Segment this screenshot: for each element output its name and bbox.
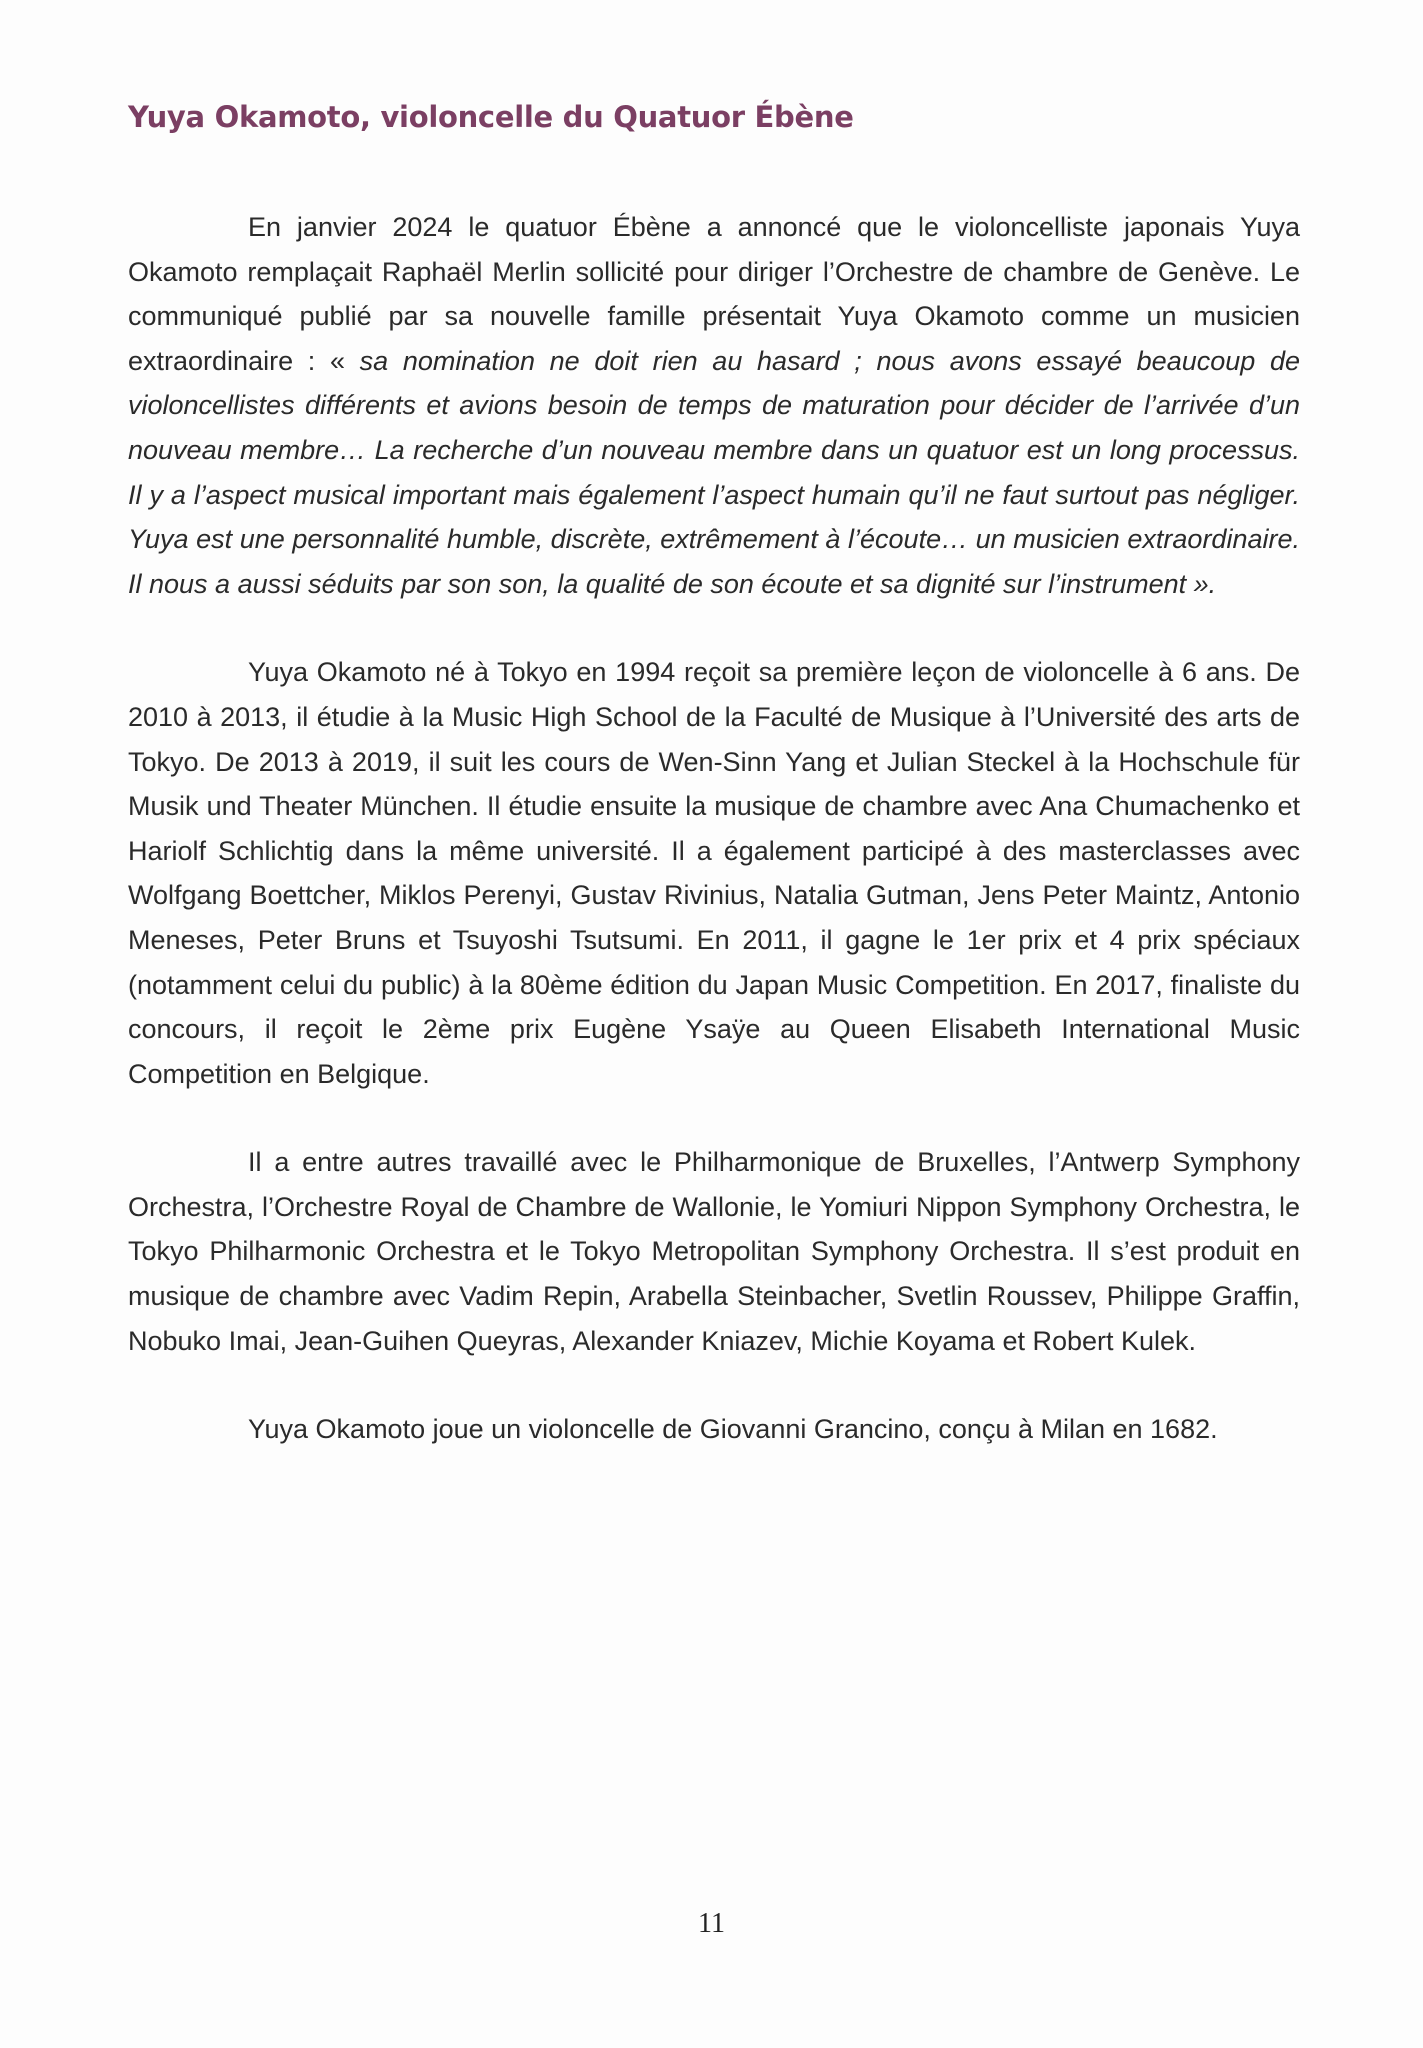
- paragraph-announcement: [128, 205, 1300, 606]
- article-body: [128, 205, 1300, 1496]
- page-number: 11: [698, 1908, 725, 1939]
- paragraph-biography: Yuya Okamoto né à Tokyo en 1994 reçoit sa première leçon de violoncelle à 6 ans. De 2010 à 2013, il étudie à la Music High School de la Faculté de Musique à l’Université des arts de Tokyo. De 2013 à 2019, il suit les cours de Wen-Sinn Yang et Julian Steckel à la Hochschule für Musik und Theater München. Il étudie ensuite la musique de chambre avec Ana Chumachenko et Hariolf Schlichtig dans la même université. Il a également participé à des masterclasses avec Wolfgang Boettcher, Miklos Perenyi, Gustav Rivinius, Natalia Gutman, Jens Peter Maintz, Antonio Meneses, Peter Bruns et Tsuyoshi Tsutsumi. En 2011, il gagne le 1er prix et 4 prix spéciaux (notamment celui du public) à la 80ème édition du Japan Music Competition. En 2017, finaliste du concours, il reçoit le 2ème prix Eugène Ysaÿe au Queen Elisabeth International Music Competition en Belgique.: [128, 657, 1300, 1089]
- paragraph-instrument: Yuya Okamoto joue un violoncelle de Giovanni Grancino, conçu à Milan en 1682.: [248, 1414, 1218, 1445]
- announcement-intro: En janvier 2024 le quatuor Ébène a annoncé que le violoncelliste japonais Yuya Okamoto remplaçait Raphaël Merlin sollicité pour diriger l’Orchestre de chambre de Genève. Le communiqué publié par sa nouvelle famille présentait Yuya Okamoto comme un musicien extraordinaire : «: [128, 212, 1300, 376]
- quartet-quote: sa nomination ne doit rien au hasard ; nous avons essayé beaucoup de violoncellistes différents et avions besoin de temps de maturation pour décider de l’arrivée d’un nouveau membre… La recherche d’un nouveau membre dans un quatuor est un long processus. Il y a l’aspect musical important mais également l’aspect humain qu’il ne faut surtout pas négliger. Yuya est une personnalité humble, discrète, extrêmement à l’écoute… un musicien extraordinaire. Il nous a aussi séduits par son son, la qualité de son écoute et sa dignité sur l’instrument ».: [128, 345, 1300, 599]
- section-title: Yuya Okamoto, violoncelle du Quatuor Ébène: [128, 100, 854, 134]
- paragraph-collaborations: Il a entre autres travaillé avec le Philharmonique de Bruxelles, l’Antwerp Symphony Orchestra, l’Orchestre Royal de Chambre de Wallonie, le Yomiuri Nippon Symphony Orchestra, le Tokyo Philharmonic Orchestra et le Tokyo Metropolitan Symphony Orchestra. Il s’est produit en musique de chambre avec Vadim Repin, Arabella Steinbacher, Svetlin Roussev, Philippe Graffin, Nobuko Imai, Jean-Guihen Queyras, Alexander Kniazev, Michie Koyama et Robert Kulek.: [128, 1147, 1300, 1356]
